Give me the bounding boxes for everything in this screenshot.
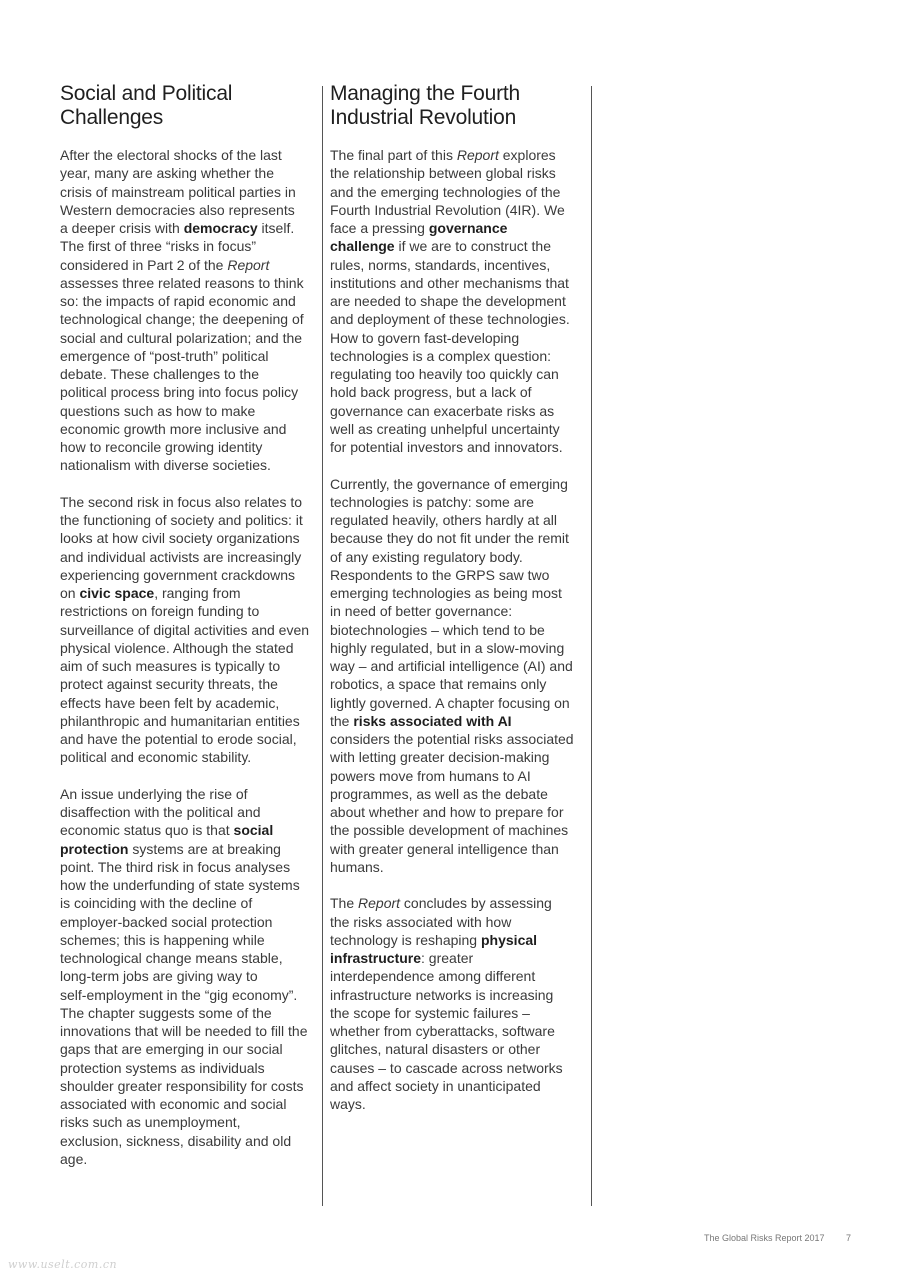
text-run: year, many are asking whether the xyxy=(60,165,275,182)
text-line xyxy=(60,292,322,310)
text-line xyxy=(60,785,322,803)
text-run: infrastructure networks is increasing xyxy=(330,986,554,1003)
text-line xyxy=(60,201,322,219)
paragraph xyxy=(330,146,592,456)
text-line xyxy=(330,256,592,274)
text-run: programmes, as well as the debate xyxy=(330,785,548,802)
text-line xyxy=(330,164,592,182)
text-run: technological change; the deepening of xyxy=(60,311,304,328)
text-run: a deeper crisis with xyxy=(60,220,184,236)
text-run: the relationship between global risks xyxy=(330,165,556,182)
text-line xyxy=(60,1004,322,1022)
text-line xyxy=(330,913,592,931)
text-run: , ranging from xyxy=(154,585,241,601)
text-line xyxy=(60,1077,322,1095)
text-run: protection systems as individuals xyxy=(60,1059,265,1076)
text-line xyxy=(330,858,592,876)
text-line xyxy=(60,694,322,712)
text-line xyxy=(330,1059,592,1077)
text-line xyxy=(330,402,592,420)
text-run: An issue underlying the rise of xyxy=(60,785,248,802)
text-line xyxy=(330,675,592,693)
heading-line: Challenges xyxy=(60,106,164,129)
paragraph xyxy=(60,785,322,1168)
text-run: biotechnologies – which tend to be xyxy=(330,621,545,638)
text-line xyxy=(60,1132,322,1150)
section-heading xyxy=(330,82,592,130)
text-run: employer-backed social protection xyxy=(60,913,273,930)
text-line xyxy=(330,420,592,438)
text-run: age. xyxy=(60,1150,88,1167)
text-run: looks at how civil society organizations xyxy=(60,530,300,547)
text-run: The first of three “risks in focus” xyxy=(60,238,257,255)
text-run: and individual activists are increasingly xyxy=(60,548,302,565)
text-line xyxy=(60,1095,322,1113)
text-run: shoulder greater responsibility for costs xyxy=(60,1077,304,1094)
text-line xyxy=(60,730,322,748)
text-run: : greater xyxy=(421,950,474,966)
page-number: 7 xyxy=(846,1233,852,1243)
text-line xyxy=(60,1150,322,1168)
text-run: powers move from humans to AI xyxy=(330,767,531,784)
text-line xyxy=(60,584,322,602)
text-line xyxy=(330,183,592,201)
text-line xyxy=(330,967,592,985)
text-run: technologies is patchy: some are xyxy=(330,493,534,510)
text-line xyxy=(330,1095,592,1113)
text-line xyxy=(60,821,322,839)
text-line xyxy=(60,1059,322,1077)
text-run: The second risk in focus also relates to xyxy=(60,493,303,510)
text-run: explores xyxy=(498,147,556,163)
text-run: self-employment in the “gig economy”. xyxy=(60,986,298,1003)
text-line xyxy=(60,602,322,620)
text-line xyxy=(330,712,592,730)
text-line xyxy=(330,292,592,310)
text-run: political process bring into focus policy xyxy=(60,384,299,401)
watermark: www.uselt.com.cn xyxy=(8,1258,118,1271)
text-line xyxy=(60,183,322,201)
text-run: technology is reshaping xyxy=(330,931,481,948)
text-run: of any existing regulatory body. xyxy=(330,548,523,565)
heading-line: Industrial Revolution xyxy=(330,106,517,129)
bold-term: physical xyxy=(481,931,538,948)
text-line xyxy=(330,1022,592,1040)
text-run: with letting greater decision-making xyxy=(330,749,550,766)
text-line xyxy=(60,438,322,456)
text-line xyxy=(60,529,322,547)
text-run: how to reconcile growing identity xyxy=(60,439,263,455)
text-line xyxy=(60,566,322,584)
text-line xyxy=(330,840,592,858)
bold-term: infrastructure xyxy=(330,950,422,966)
text-line xyxy=(330,274,592,292)
left-column xyxy=(60,82,322,1186)
text-line xyxy=(60,383,322,401)
text-run: How to govern fast-developing xyxy=(330,329,520,346)
text-run: ways. xyxy=(330,1096,366,1112)
text-line xyxy=(330,803,592,821)
text-run: Fourth Industrial Revolution (4IR). We xyxy=(330,201,565,218)
text-line xyxy=(60,876,322,894)
text-run: surveillance of digital activities and even xyxy=(60,621,310,638)
text-run: Currently, the governance of emerging xyxy=(330,475,568,492)
text-line xyxy=(60,146,322,164)
text-line xyxy=(330,621,592,639)
text-run: associated with economic and social xyxy=(60,1096,287,1112)
text-line xyxy=(60,310,322,328)
column-divider-left xyxy=(322,86,323,1206)
text-line xyxy=(60,1040,322,1058)
bold-term: protection xyxy=(60,840,129,857)
text-line xyxy=(330,730,592,748)
text-run: in need of better governance: xyxy=(330,603,513,620)
text-line xyxy=(330,767,592,785)
text-line xyxy=(60,365,322,383)
text-run: nationalism with diverse societies. xyxy=(60,457,271,474)
text-run: technologies is a complex question: xyxy=(330,347,552,364)
text-run: schemes; this is happening while xyxy=(60,931,265,948)
text-run: protect against security threats, the xyxy=(60,676,278,693)
text-run: economic status quo is that xyxy=(60,822,234,839)
text-line xyxy=(330,602,592,620)
text-line xyxy=(330,237,592,255)
text-line xyxy=(330,785,592,803)
bold-term: governance xyxy=(428,220,508,236)
text-line xyxy=(330,548,592,566)
text-run: political and economic stability. xyxy=(60,749,252,766)
text-run: itself. xyxy=(257,220,295,236)
text-run: humans. xyxy=(330,858,384,875)
text-run: experiencing government crackdowns xyxy=(60,566,296,583)
text-run: gaps that are emerging in our social xyxy=(60,1041,283,1058)
text-run: and have the potential to erode social, xyxy=(60,731,297,747)
text-run: about whether and how to prepare for xyxy=(330,804,564,820)
text-run: Western democracies also represents xyxy=(60,201,295,218)
text-run: The final part of this xyxy=(330,147,457,163)
text-run: is coinciding with the decline of xyxy=(60,895,253,912)
italic-term: Report xyxy=(456,147,499,163)
text-run: long-term jobs are giving way to xyxy=(60,968,258,985)
text-run: the functioning of society and politics: it xyxy=(60,512,303,528)
text-line xyxy=(330,511,592,529)
text-line xyxy=(60,420,322,438)
text-run: and deployment of these technologies. xyxy=(330,311,570,328)
text-run: economic growth more inclusive and xyxy=(60,420,287,437)
text-line xyxy=(330,329,592,347)
text-run: point. The third risk in focus analyses xyxy=(60,858,291,875)
text-line xyxy=(330,219,592,237)
text-line xyxy=(60,657,322,675)
text-line xyxy=(330,529,592,547)
text-run: technological change means stable, xyxy=(60,950,283,966)
text-line xyxy=(60,949,322,967)
bold-term: civic space xyxy=(79,585,155,601)
text-line xyxy=(330,986,592,1004)
text-run: hold back progress, but a lack of xyxy=(330,384,532,401)
text-line xyxy=(60,219,322,237)
text-run: regulated heavily, others hardly at all xyxy=(330,512,557,528)
text-run: the scope for systemic failures – xyxy=(330,1004,530,1021)
text-run: The chapter suggests some of the xyxy=(60,1004,272,1021)
text-line xyxy=(60,986,322,1004)
text-line xyxy=(60,712,322,730)
text-line xyxy=(330,347,592,365)
text-line xyxy=(60,894,322,912)
text-run: face a pressing xyxy=(330,220,429,236)
text-run: restrictions on foreign funding to xyxy=(60,603,260,620)
paragraph xyxy=(330,894,592,1113)
text-run: for potential investors and innovators. xyxy=(330,439,563,455)
heading-line: Managing the Fourth xyxy=(330,82,520,105)
bold-term: democracy xyxy=(183,220,258,236)
text-run: systems are at breaking xyxy=(128,840,281,857)
text-line xyxy=(60,402,322,420)
text-line xyxy=(330,1077,592,1095)
text-run: glitches, natural disasters or other xyxy=(330,1041,541,1058)
text-line xyxy=(330,748,592,766)
bold-term: social xyxy=(233,822,274,839)
text-run: and the emerging technologies of the xyxy=(330,183,561,200)
text-run: assesses three related reasons to think xyxy=(60,274,304,291)
text-line xyxy=(330,931,592,949)
text-run: institutions and other mechanisms that xyxy=(330,274,569,291)
text-run: on xyxy=(60,585,80,601)
text-line xyxy=(60,237,322,255)
text-run: disaffection with the political and xyxy=(60,804,261,820)
text-line xyxy=(60,840,322,858)
text-run: considers the potential risks associated xyxy=(330,731,574,747)
text-line xyxy=(330,821,592,839)
text-run: are needed to shape the development xyxy=(330,293,566,309)
text-line xyxy=(60,329,322,347)
text-run: After the electoral shocks of the last xyxy=(60,147,282,163)
section-heading xyxy=(60,82,322,130)
text-line xyxy=(330,694,592,712)
text-run: causes – to cascade across networks xyxy=(330,1059,563,1076)
text-run: rules, norms, standards, incentives, xyxy=(330,256,551,273)
text-run: governance can exacerbate risks as xyxy=(330,402,555,419)
text-line xyxy=(330,146,592,164)
italic-term: Report xyxy=(227,256,270,273)
text-line xyxy=(60,256,322,274)
text-line xyxy=(60,858,322,876)
text-line xyxy=(60,639,322,657)
text-run: way – and artificial intelligence (AI) and xyxy=(330,658,573,674)
text-line xyxy=(60,1022,322,1040)
text-run: concludes by assessing xyxy=(400,895,552,912)
text-run: lightly governed. A chapter focusing on xyxy=(330,694,570,711)
text-run: if we are to construct the xyxy=(394,238,551,255)
text-run: because they do not fit under the remit xyxy=(330,530,569,547)
text-line xyxy=(330,639,592,657)
text-run: well as creating unhelpful uncertainty xyxy=(330,420,560,437)
text-line xyxy=(330,201,592,219)
text-line xyxy=(60,1113,322,1131)
bold-term: risks associated with AI xyxy=(353,712,512,729)
text-run: emergence of “post-truth” political xyxy=(60,347,269,364)
text-run: regulating too heavily too quickly can xyxy=(330,366,559,382)
text-line xyxy=(60,803,322,821)
text-run: the possible development of machines xyxy=(330,822,569,839)
text-run: The xyxy=(330,895,359,912)
text-line xyxy=(330,438,592,456)
text-line xyxy=(60,675,322,693)
text-run: with greater general intelligence than xyxy=(330,840,559,857)
text-run: exclusion, sickness, disability and old xyxy=(60,1132,292,1149)
text-run: considered in Part 2 of the xyxy=(60,256,228,273)
text-line xyxy=(330,383,592,401)
text-run: highly regulated, but in a slow-moving xyxy=(330,639,565,656)
text-run: robotics, a space that remains only xyxy=(330,676,547,693)
text-line xyxy=(330,894,592,912)
text-run: philanthropic and humanitarian entities xyxy=(60,712,300,729)
text-run: innovations that will be needed to fill the xyxy=(60,1023,308,1039)
right-column xyxy=(330,82,592,1132)
text-line xyxy=(60,931,322,949)
bold-term: challenge xyxy=(330,238,395,255)
text-run: whether from cyberattacks, software xyxy=(330,1023,555,1039)
text-run: so: the impacts of rapid economic and xyxy=(60,293,296,309)
text-line xyxy=(330,310,592,328)
body-text xyxy=(330,146,592,1113)
text-line xyxy=(330,1004,592,1022)
body-text xyxy=(60,146,322,1168)
text-line xyxy=(60,347,322,365)
text-line xyxy=(330,1040,592,1058)
text-run: questions such as how to make xyxy=(60,402,256,419)
text-line xyxy=(330,365,592,383)
text-run: aim of such measures is typically to xyxy=(60,658,281,674)
text-line xyxy=(60,548,322,566)
text-run: interdependence among different xyxy=(330,968,536,985)
text-run: how the underfunding of state systems xyxy=(60,877,300,893)
text-line xyxy=(60,913,322,931)
text-run: risks such as unemployment, xyxy=(60,1114,241,1131)
text-line xyxy=(60,274,322,292)
text-line xyxy=(330,584,592,602)
text-run: the xyxy=(330,712,354,729)
text-line xyxy=(330,475,592,493)
text-run: social and cultural polarization; and the xyxy=(60,329,303,346)
footer-report-title: The Global Risks Report 2017 xyxy=(704,1233,825,1243)
text-run: physical violence. Although the stated xyxy=(60,639,294,656)
text-line xyxy=(60,456,322,474)
text-line xyxy=(60,621,322,639)
paragraph xyxy=(60,146,322,475)
text-line xyxy=(60,493,322,511)
text-line xyxy=(330,949,592,967)
text-run: debate. These challenges to the xyxy=(60,366,260,382)
paragraph xyxy=(330,475,592,877)
heading-line: Social and Political xyxy=(60,82,233,105)
text-run: the risks associated with how xyxy=(330,913,512,930)
text-run: Respondents to the GRPS saw two xyxy=(330,566,550,583)
text-line xyxy=(60,967,322,985)
italic-term: Report xyxy=(358,895,401,912)
text-run: crisis of mainstream political parties in xyxy=(60,183,296,200)
text-line xyxy=(330,566,592,584)
text-run: and affect society in unanticipated xyxy=(330,1077,541,1094)
text-line xyxy=(330,493,592,511)
text-line xyxy=(330,657,592,675)
text-run: emerging technologies as being most xyxy=(330,585,562,601)
text-run: effects have been felt by academic, xyxy=(60,694,280,711)
text-line xyxy=(60,511,322,529)
text-line xyxy=(60,164,322,182)
text-line xyxy=(60,748,322,766)
paragraph xyxy=(60,493,322,767)
